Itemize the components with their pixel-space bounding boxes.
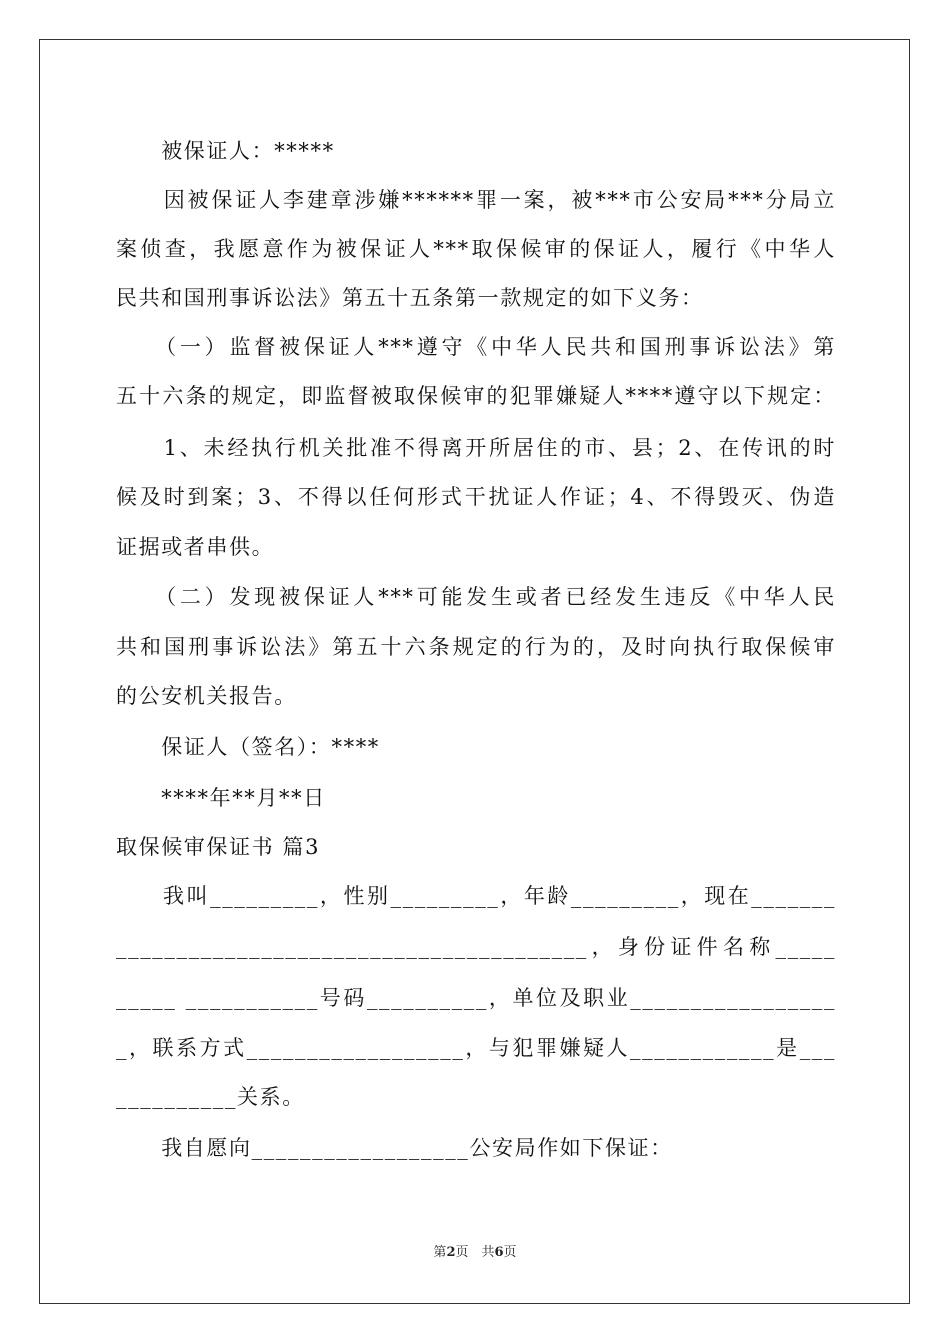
form-line-1: 我叫_________，性别_________，年龄_________，现在_______ xyxy=(116,884,836,908)
page-border xyxy=(39,39,910,1304)
signature-date: ****年**月**日 xyxy=(116,786,326,810)
guarantee-line-5: （一）监督被保证人***遵守《中华人民共和国刑事诉讼法》第 xyxy=(116,335,836,359)
guarantee-line-8: 候及时到案；3、不得以任何形式干扰证人作证；4、不得毁灭、伪造 xyxy=(116,485,836,509)
form-line-4: _，联系方式__________________，与犯罪嫌疑人____________是___ xyxy=(116,1036,836,1060)
guarantee-line-1: 被保证人：***** xyxy=(116,139,335,163)
form-line-6: 我自愿向__________________公安局作如下保证： xyxy=(116,1136,673,1160)
guarantee-line-3: 案侦查，我愿意作为被保证人***取保候审的保证人，履行《中华人 xyxy=(116,237,836,261)
footer-page-suffix: 页 xyxy=(503,1245,517,1260)
guarantee-line-12: 的公安机关报告。 xyxy=(116,684,297,708)
guarantee-line-4: 民共和国刑事诉讼法》第五十五条第一款规定的如下义务： xyxy=(116,286,704,310)
section-heading: 取保候审保证书 篇3 xyxy=(116,835,321,859)
guarantee-line-9: 证据或者串供。 xyxy=(116,535,275,559)
guarantor-signature: 保证人（签名）：**** xyxy=(116,735,380,759)
footer-current-page: 2 xyxy=(446,1245,456,1260)
footer-page-mid: 页 共 xyxy=(455,1245,495,1260)
guarantee-line-11: 共和国刑事诉讼法》第五十六条规定的行为的，及时向执行取保候审 xyxy=(116,635,836,659)
form-line-5: __________关系。 xyxy=(116,1085,305,1109)
guarantee-line-2: 因被保证人李建章涉嫌******罪一案，被***市公安局***分局立 xyxy=(116,188,836,212)
guarantee-line-7: 1、未经执行机关批准不得离开所居住的市、县；2、在传讯的时 xyxy=(116,436,836,460)
form-line-3: _____ ___________号码__________，单位及职业_________________ xyxy=(116,986,836,1010)
guarantee-line-10: （二）发现被保证人***可能发生或者已经发生违反《中华人民 xyxy=(116,585,836,609)
footer-total-pages: 6 xyxy=(494,1245,504,1260)
guarantee-line-6: 五十六条的规定，即监督被取保候审的犯罪嫌疑人****遵守以下规定： xyxy=(116,384,836,408)
footer-page-prefix: 第 xyxy=(433,1245,447,1260)
page-footer xyxy=(0,1244,950,1262)
form-line-2: _______________________________________，身份证件名称_____ xyxy=(116,935,836,959)
